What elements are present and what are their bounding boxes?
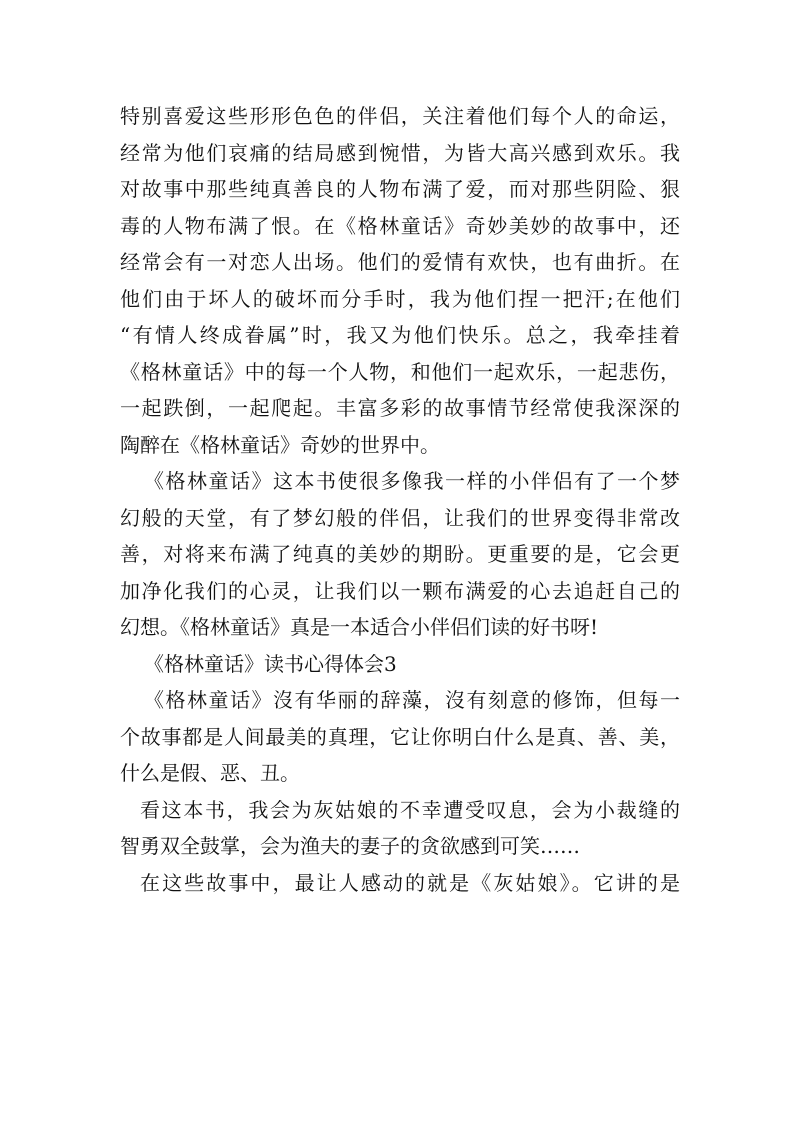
text-line: 毒的人物布满了恨。在《格林童话》奇妙美妙的故事中，还: [120, 213, 680, 238]
text-line: 《格林童话》中的每一个人物，和他们一起欢乐，一起悲伤，: [120, 359, 680, 384]
text-line: 智勇双全鼓掌，会为渔夫的妻子的贪欲感到可笑……: [120, 834, 580, 858]
document-body: [120, 98, 680, 901]
paragraph-5: [120, 865, 680, 902]
text-line: 经常为他们哀痛的结局感到惋惜，为皆大高兴感到欢乐。我: [120, 140, 680, 165]
text-line: 个故事都是人间最美的真理，它让你明白什么是真、善、美，: [120, 724, 680, 749]
paragraph-4: [120, 792, 680, 865]
text-line: 在这些故事中，最让人感动的就是《灰姑娘》。它讲的是: [140, 870, 680, 895]
text-line: 善，对将来布满了纯真的美妙的期盼。更重要的是，它会更: [120, 542, 680, 566]
text-line: 陶醉在《格林童话》奇妙的世界中。: [120, 432, 440, 457]
text-line: 幻想。《格林童话》真是一本适合小伴侣们读的好书呀!: [120, 615, 599, 639]
text-line: 经常会有一对恋人出场。他们的爱情有欢快，也有曲折。在: [120, 250, 680, 274]
text-line: 《格林童话》这本书使很多像我一样的小伴侣有了一个梦: [144, 469, 680, 493]
paragraph-1: [120, 98, 680, 463]
text-line: 幻般的天堂，有了梦幻般的伴侣，让我们的世界变得非常改: [120, 505, 680, 530]
paragraph-2: [120, 463, 680, 646]
text-line: 看这本书，我会为灰姑娘的不幸遭受叹息，会为小裁缝的: [140, 797, 680, 822]
text-line: 一起跌倒，一起爬起。丰富多彩的故事情节经常使我深深的: [120, 396, 680, 420]
text-line: 什么是假、恶、丑。: [120, 761, 300, 785]
text-line: 特别喜爱这些形形色色的伴侣，关注着他们每个人的命运，: [120, 104, 680, 128]
text-line: 《格林童话》沒有华丽的辞藻，沒有刻意的修饰，但每一: [144, 688, 680, 712]
text-line: 他们由于坏人的破坏而分手时，我为他们捏一把汗;在他们: [120, 286, 680, 311]
section-heading: [120, 646, 680, 683]
text-line: 加净化我们的心灵，让我们以一颗布满爱的心去追赶自己的: [120, 578, 680, 603]
text-line: 对故事中那些纯真善良的人物布满了爱，而对那些阴险、狠: [120, 177, 680, 201]
paragraph-3: [120, 682, 680, 792]
text-line: “有情人终成眷属”时，我又为他们快乐。总之，我牵挂着: [120, 323, 680, 347]
heading-text: 《格林童话》读书心得体会3: [144, 651, 397, 676]
